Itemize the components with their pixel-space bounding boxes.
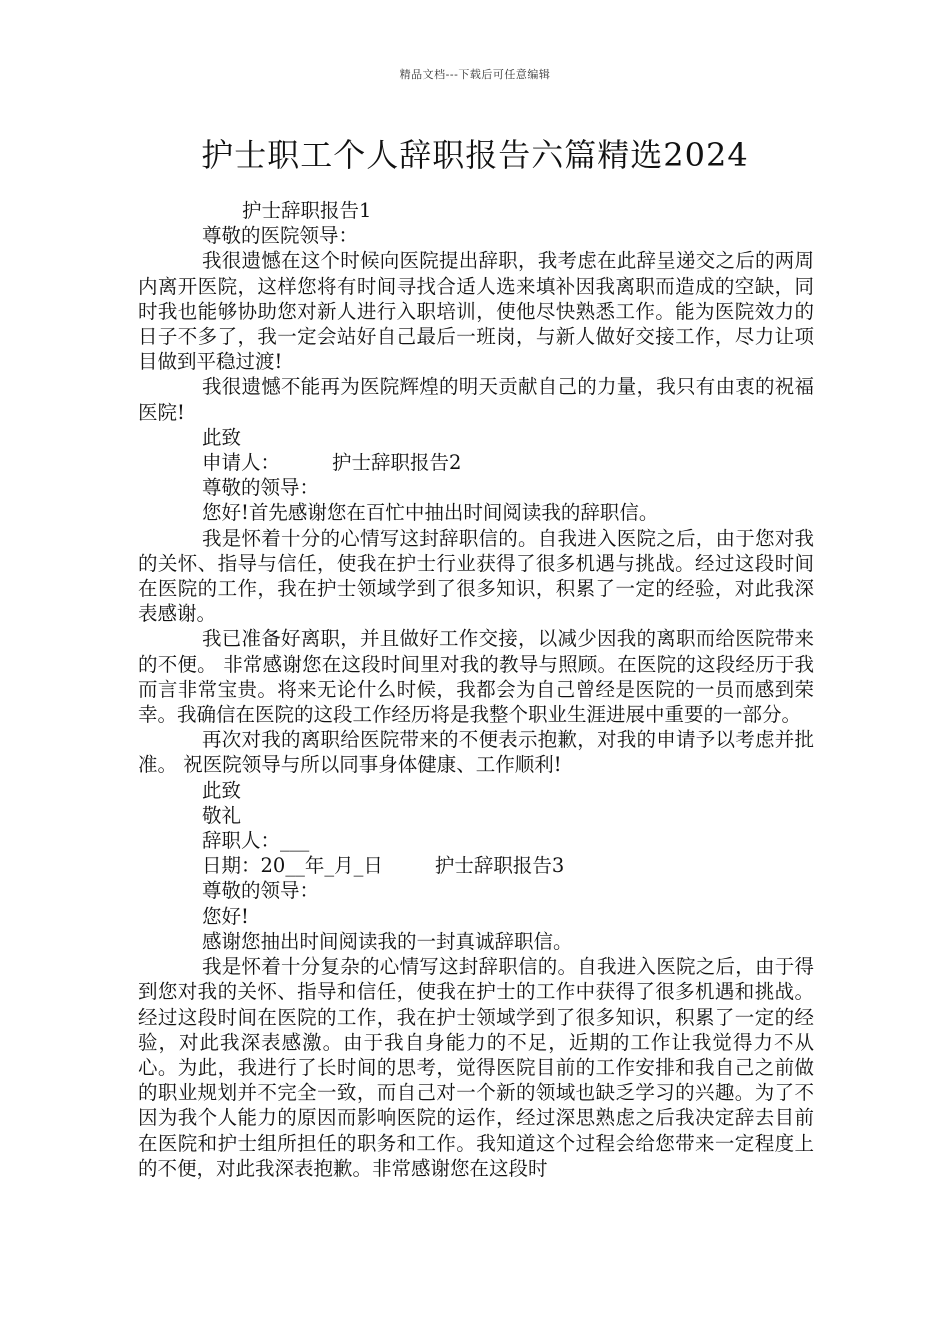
greeting-line: 您好! <box>202 904 249 928</box>
paragraph: 我已准备好离职，并且做好工作交接，以减少因我的离职而给医院带来的不便。 非常感谢您在这段时间里对我的教导与照顾。在医院的这段经历于我而言非常宝贵。将来无论什么时候，我都会为自己曾经是医院的一员而感到荣幸。我确信在医院的这段工作经历将是我整个职业生涯进展中重要的一部分。 <box>138 627 814 727</box>
closing-line: 此致 <box>202 778 242 802</box>
closing-line: 敬礼 <box>202 803 242 827</box>
signature-line: 辞职人：___ <box>202 829 310 853</box>
applicant-label: 申请人： <box>202 451 281 475</box>
paragraph: 再次对我的离职给医院带来的不便表示抱歉，对我的申请予以考虑并批准。 祝医院领导与所以同事身体健康、工作顺利! <box>138 728 814 777</box>
paragraph: 我是怀着十分的心情写这封辞职信的。自我进入医院之后，由于您对我的关怀、指导与信任，使我在护士行业获得了很多机遇与挑战。经过这段时间在医院的工作，我在护士领域学到了很多知识，积累了一定的经验，对此我深表感谢。 <box>138 526 814 626</box>
section-heading-2: 护士辞职报告2 <box>332 451 462 475</box>
document-title: 护士职工个人辞职报告六篇精选2024 <box>201 136 749 174</box>
greeting-line: 您好!首先感谢您在百忙中抽出时间阅读我的辞职信。 <box>202 501 659 525</box>
document-body <box>138 198 814 1181</box>
greeting-line: 感谢您抽出时间阅读我的一封真诚辞职信。 <box>202 929 573 953</box>
section-heading-1: 护士辞职报告1 <box>242 199 372 222</box>
paragraph: 我很遗憾不能再为医院辉煌的明天贡献自己的力量，我只有由衷的祝福医院! <box>138 375 814 424</box>
salutation: 尊敬的领导： <box>202 476 320 500</box>
header-note: 精品文档---下载后可任意编辑 <box>399 68 551 81</box>
salutation: 尊敬的领导： <box>202 879 320 903</box>
date-label: 日期：20__年_月_日 <box>202 854 383 878</box>
date-line <box>138 853 814 878</box>
applicant-line <box>138 450 814 475</box>
paragraph: 我是怀着十分复杂的心情写这封辞职信的。自我进入医院之后，由于得到您对我的关怀、指导和信任，使我在护士的工作中获得了很多机遇和挑战。经过这段时间在医院的工作，我在护士领域学到了很多知识，积累了一定的经验，对此我深表感激。由于我自身能力的不足，近期的工作让我觉得力不从心。为此，我进行了长时间的思考，觉得医院目前的工作安排和我自己之前做的职业规划并不完全一致，而自己对一个新的领域也缺乏学习的兴趣。为了不因为我个人能力的原因而影响医院的运作，经过深思熟虑之后我决定辞去目前在医院和护士组所担任的职务和工作。我知道这个过程会给您带来一定程度上的不便，对此我深表抱歉。非常感谢您在这段时 <box>138 955 814 1180</box>
salutation: 尊敬的医院领导： <box>202 224 359 248</box>
section-heading-3: 护士辞职报告3 <box>434 854 565 878</box>
closing-line: 此致 <box>202 425 242 449</box>
paragraph: 我很遗憾在这个时候向医院提出辞职，我考虑在此辞呈递交之后的两周内离开医院，这样您将有时间寻找合适人选来填补因我离职而造成的空缺，同时我也能够协助您对新人进行入职培训，使他尽快熟悉工作。能为医院效力的日子不多了，我一定会站好自己最后一班岗，与新人做好交接工作，尽力让项目做到平稳过渡! <box>138 249 814 374</box>
